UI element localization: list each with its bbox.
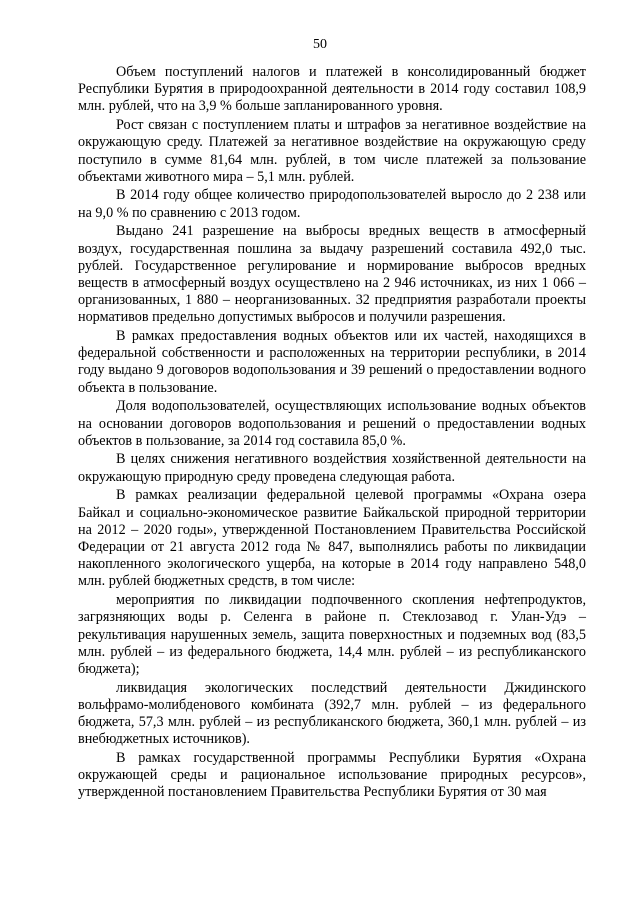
paragraph-baikal-program: В рамках реализации федеральной целевой программы «Охрана озера Байкал и социально-экономическое развитие Байкальской природной территории на 2012 – 2020 годы», утвержденной Постановлением Правительства Российской Федерации от 21 августа 2012 года № 847, выполнялись работы по ликвидации накопленного экологического ущерба, на которые в 2014 году направлено 548,0 млн. рублей бюджетных средств, в том числе: <box>78 487 586 590</box>
paragraph-water-objects: В рамках предоставления водных объектов или их частей, находящихся в федеральной собственности и расположенных на территории республики, в 2014 году выдано 9 договоров водопользования и 39 решений о предоставлении водного объекта в пользование. <box>78 328 586 396</box>
page-number: 50 <box>313 37 327 52</box>
paragraph-payment-growth: Рост связан с поступлением платы и штрафов за негативное воздействие на окружающую среду. Платежей за негативное воздействие на окружающую среду поступило в сумме 81,64 млн. рублей, в том числе платежей за пользование объектами животного мира – 5,1 млн. рублей. <box>78 117 586 185</box>
paragraph-water-users-share: Доля водопользователей, осуществляющих использование водных объектов на основании договоров водопользования и решений о предоставлении водных объектов в пользование, за 2014 год составила 85,0 %. <box>78 398 586 449</box>
paragraph-tax-revenue: Объем поступлений налогов и платежей в консолидированный бюджет Республики Бурятия в природоохранной деятельности в 2014 году составил 108,9 млн. рублей, что на 3,9 % больше запланированного уровня. <box>78 64 586 115</box>
paragraph-dzhida-combine: ликвидация экологических последствий деятельности Джидинского вольфрамо-молибденового комбината (392,7 млн. рублей – из федерального бюджета, 57,3 млн. рублей – из республиканского бюджета, 360,1 млн. рублей – из внебюджетных источников). <box>78 679 586 748</box>
paragraph-state-program: В рамках государственной программы Республики Бурятия «Охрана окружающей среды и рациональное использование природных ресурсов», утвержденной постановлением Правительства Республики Бурятия от 30 мая <box>78 749 586 801</box>
paragraph-oil-cleanup: мероприятия по ликвидации подпочвенного скопления нефтепродуктов, загрязняющих воды р. Селенга в районе п. Стеклозавод г. Улан-Удэ – рекультивация нарушенных земель, защита поверхностных и подземных вод (83,5 млн. рублей – из федерального бюджета, 14,4 млн. рублей – из республиканского бюджета); <box>78 592 586 677</box>
paragraph-emission-permits: Выдано 241 разрешение на выбросы вредных веществ в атмосферный воздух, государственная пошлина за выдачу разрешений составила 492,0 тыс. рублей. Государственное регулирование и нормирование выбросов вредных веществ в атмосферный воздух осуществлено на 2 946 источниках, из них 1 066 – организованных, 1 880 – неорганизованных. 32 предприятия разработали проекты нормативов предельно допустимых выбросов и получили разрешения. <box>78 223 586 326</box>
paragraph-impact-reduction: В целях снижения негативного воздействия хозяйственной деятельности на окружающую природную среду проведена следующая работа. <box>78 451 586 485</box>
paragraph-resource-users: В 2014 году общее количество природопользователей выросло до 2 238 или на 9,0 % по сравнению с 2013 годом. <box>78 187 586 221</box>
document-body <box>78 64 586 803</box>
